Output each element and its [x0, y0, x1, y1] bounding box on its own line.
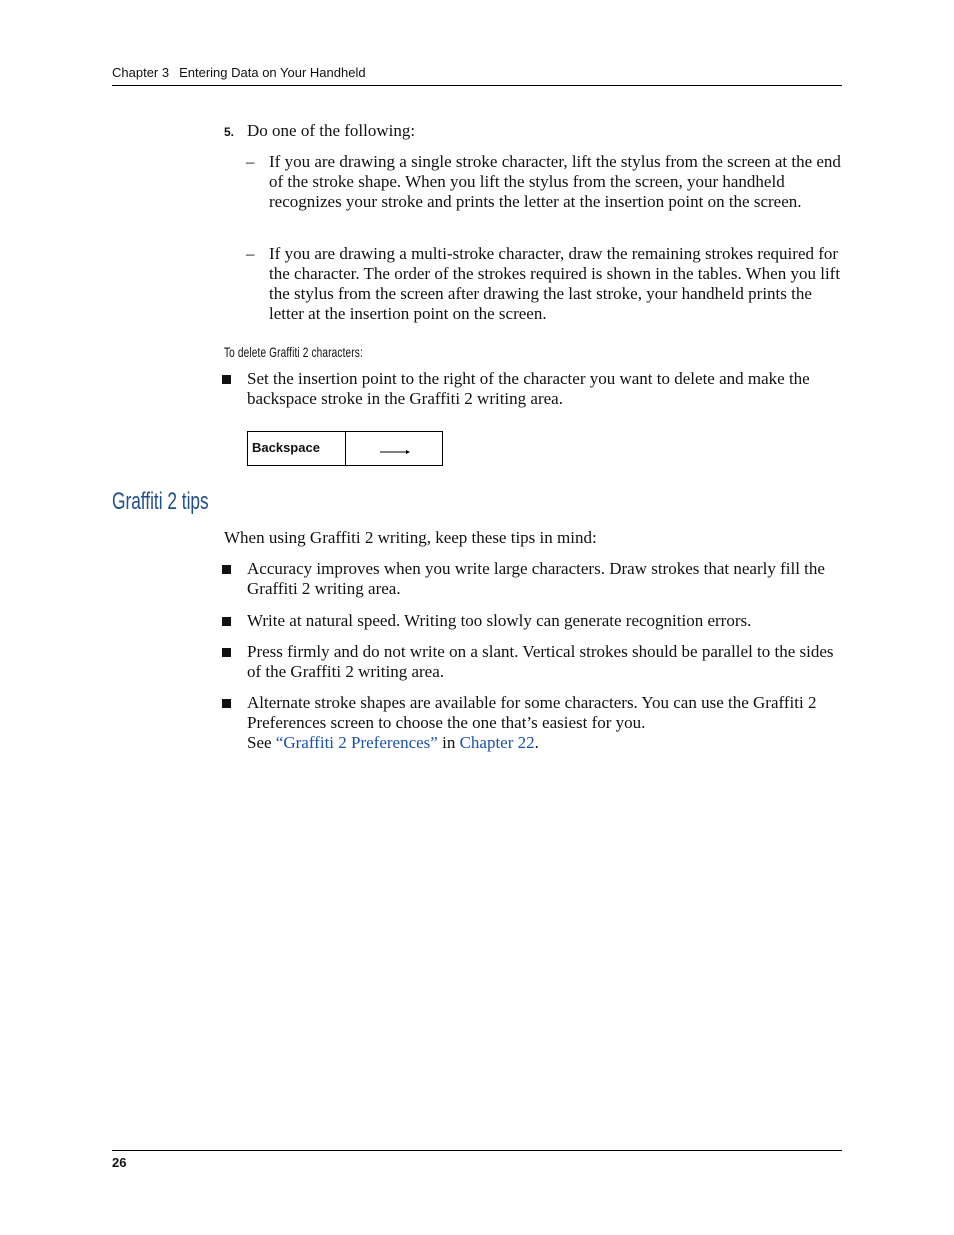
page-number: 26: [112, 1155, 127, 1170]
running-header: [112, 65, 842, 86]
see-middle: in: [437, 733, 460, 752]
stroke-cell: [346, 432, 442, 465]
option-text: If you are drawing a single stroke character, lift the stylus from the screen at the end of the stroke shape. When you lift the stylus from the screen, your handheld recognizes your stroke and prints the letter at the insertion point on the screen.: [269, 152, 841, 211]
page-footer: [112, 1150, 842, 1170]
tip-text-block: [247, 693, 842, 753]
graffiti-preferences-link[interactable]: “Graffiti 2 Preferences”: [275, 733, 438, 752]
bullet-marker: [222, 375, 231, 384]
tip-text: Accuracy improves when you write large characters. Draw strokes that nearly fill the Graffiti 2 writing area.: [247, 559, 825, 598]
instruction-text: Set the insertion point to the right of the character you want to delete and make the backspace stroke in the Graffiti 2 writing area.: [247, 369, 810, 408]
option-text: If you are drawing a multi-stroke character, draw the remaining strokes required for the character. The order of the strokes required is shown in the tables. When you lift the stylus from the screen after drawing the last stroke, your handheld prints the letter at the insertion point on the screen.: [269, 244, 841, 323]
step-number: 5.: [224, 125, 235, 139]
tip-text: Alternate stroke shapes are available for some characters. You can use the Graffiti 2 Preferences screen to choose the one that’s easiest for you.: [247, 693, 817, 732]
bullet-marker: [222, 699, 231, 708]
bullet-marker: [222, 565, 231, 574]
chapter-22-link[interactable]: Chapter 22: [459, 733, 535, 752]
section-title: Graffiti 2 tips: [112, 488, 209, 515]
see-prefix: See: [247, 733, 276, 752]
tip-text: Write at natural speed. Writing too slowly can generate recognition errors.: [247, 611, 752, 630]
bullet-marker: [222, 617, 231, 626]
dash-marker: –: [246, 152, 255, 171]
bullet-marker: [222, 648, 231, 657]
header-chapter: Chapter 3: [112, 65, 170, 80]
tip-text: Press firmly and do not write on a slant. Vertical strokes should be parallel to the sides of the Graffiti 2 writing area.: [247, 642, 834, 681]
dash-marker: –: [246, 244, 255, 263]
tips-intro: When using Graffiti 2 writing, keep these tips in mind:: [224, 528, 597, 547]
stroke-label: Backspace: [248, 432, 346, 465]
step-text: Do one of the following:: [247, 121, 416, 140]
see-suffix: .: [534, 733, 539, 752]
header-chapter-title: Entering Data on Your Handheld: [179, 65, 366, 80]
procedure-heading: To delete Graffiti 2 characters:: [224, 344, 363, 360]
arrow-right-stroke-icon: [346, 432, 442, 465]
backspace-stroke-table: [247, 431, 443, 466]
